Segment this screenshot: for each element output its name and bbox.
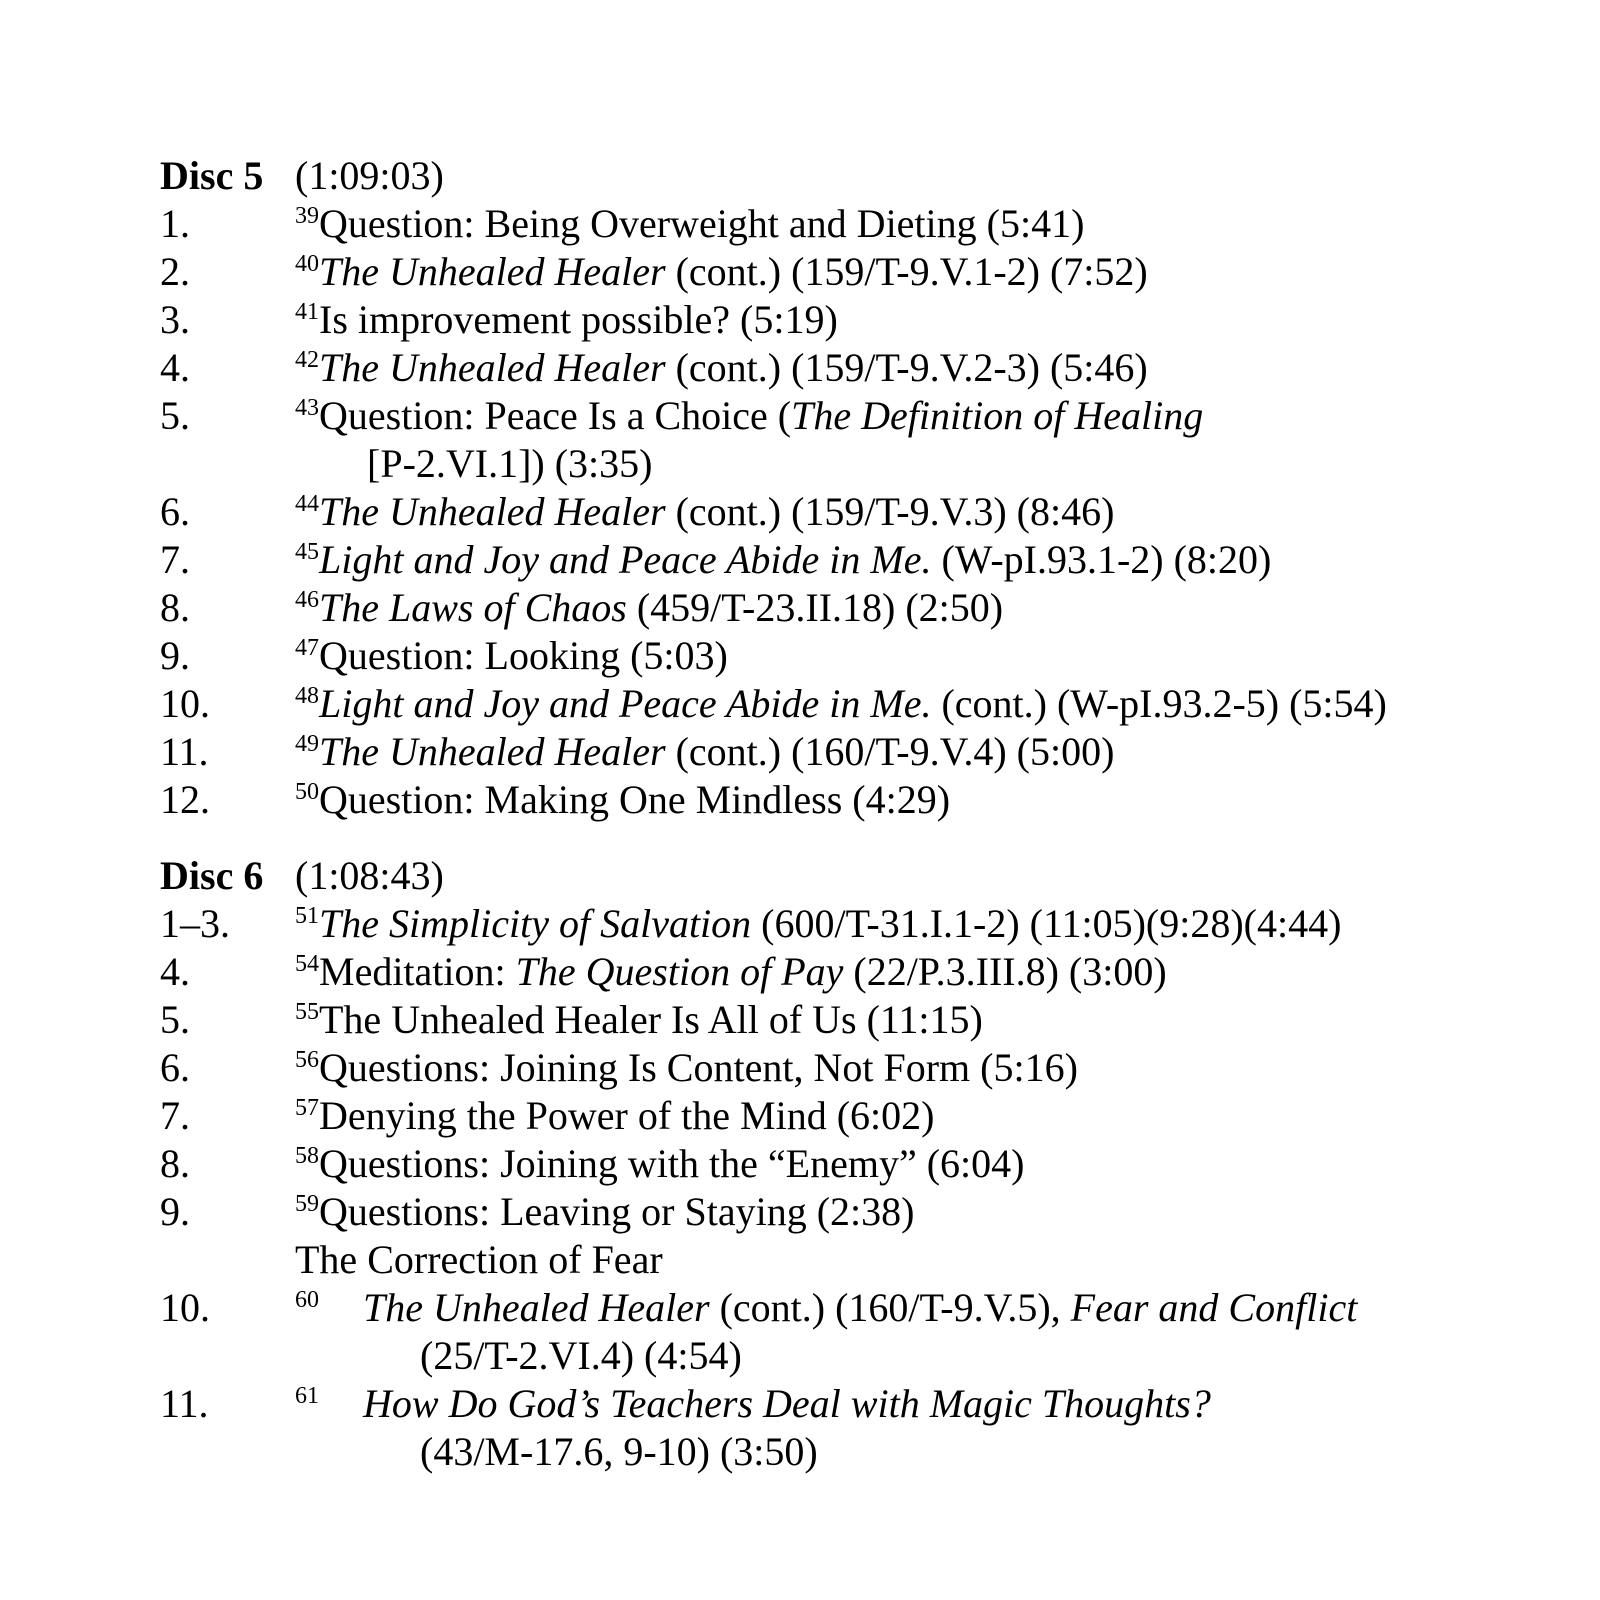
footnote-number: 49 <box>295 731 319 757</box>
track-text <box>295 1044 1550 1092</box>
title-text-segment: The Correction of Fear <box>295 1237 663 1282</box>
track-row <box>160 1044 1550 1092</box>
track-text <box>295 296 1550 344</box>
track-text <box>295 900 1550 948</box>
title-italic-segment: Light and Joy and Peace Abide in Me. <box>319 537 932 582</box>
track-text <box>295 1236 1550 1284</box>
title-italic-segment: The Question of Pay <box>515 949 844 994</box>
footnote-number: 60 <box>295 1287 319 1313</box>
track-number: 10. <box>160 1285 210 1330</box>
track-title-line <box>295 632 1550 680</box>
track-row <box>160 900 1550 948</box>
track-row <box>160 488 1550 536</box>
disc-duration: (1:08:43) <box>295 853 444 898</box>
track-number: 6. <box>160 1045 190 1090</box>
track-continuation-line <box>295 440 1550 488</box>
title-text-segment: (459/T-23.II.18) (2:50) <box>626 585 1004 630</box>
title-text-segment: Question: Peace Is a Choice ( <box>319 393 792 438</box>
track-title-line <box>295 680 1550 728</box>
track-number: 5. <box>160 997 190 1042</box>
track-list <box>160 152 1550 1476</box>
title-text-segment: Meditation: <box>319 949 516 994</box>
track-text <box>295 584 1550 632</box>
title-text-segment: (W-pI.93.1-2) (8:20) <box>931 537 1272 582</box>
track-text <box>295 1188 1550 1236</box>
title-text-segment: Questions: Joining with the “Enemy” (6:04) <box>319 1141 1025 1186</box>
track-title-line <box>295 1092 1550 1140</box>
track-row <box>160 392 1550 488</box>
track-number: 11. <box>160 729 209 774</box>
title-italic-segment: The Simplicity of Salvation <box>319 901 752 946</box>
footnote-number: 39 <box>295 203 319 229</box>
title-italic-segment: The Unhealed Healer <box>319 729 666 774</box>
track-row <box>160 996 1550 1044</box>
track-text <box>295 488 1550 536</box>
track-title-line <box>295 776 1550 824</box>
track-number: 6. <box>160 489 190 534</box>
track-text <box>295 1092 1550 1140</box>
title-text-segment: The Unhealed Healer Is All of Us (11:15) <box>319 997 983 1042</box>
title-text-segment: Questions: Leaving or Staying (2:38) <box>319 1189 915 1234</box>
title-text-segment: (cont.) (160/T-9.V.4) (5:00) <box>665 729 1115 774</box>
track-title-line <box>295 488 1550 536</box>
track-title-line <box>295 728 1550 776</box>
track-text <box>295 948 1550 996</box>
footnote-number: 58 <box>295 1143 319 1169</box>
footnote-number: 45 <box>295 539 319 565</box>
track-row <box>160 1284 1550 1380</box>
track-row <box>160 584 1550 632</box>
track-title-line <box>295 996 1550 1044</box>
track-row <box>160 200 1550 248</box>
title-text-segment: Question: Being Overweight and Dieting (5:41) <box>319 201 1085 246</box>
title-text-segment: Denying the Power of the Mind (6:02) <box>319 1093 935 1138</box>
track-number: 5. <box>160 393 190 438</box>
track-title-line <box>295 948 1550 996</box>
track-continuation-line <box>295 1332 1550 1380</box>
disc-title: Disc 5 <box>160 153 264 198</box>
track-title-line <box>295 392 1550 440</box>
title-text-segment: (cont.) (159/T-9.V.3) (8:46) <box>665 489 1115 534</box>
title-italic-segment: The Unhealed Healer <box>319 345 666 390</box>
track-title-line <box>295 1284 1550 1332</box>
disc-duration: (1:09:03) <box>295 153 444 198</box>
track-number: 4. <box>160 949 190 994</box>
track-row <box>160 1140 1550 1188</box>
track-number: 8. <box>160 1141 190 1186</box>
track-row <box>160 776 1550 824</box>
footnote-number: 47 <box>295 635 319 661</box>
track-title-line <box>295 344 1550 392</box>
track-number: 10. <box>160 681 210 726</box>
track-number: 1. <box>160 201 190 246</box>
track-row <box>160 296 1550 344</box>
track-text <box>295 728 1550 776</box>
title-text-segment: (cont.) (160/T-9.V.5), <box>709 1285 1071 1330</box>
track-row <box>160 1092 1550 1140</box>
title-italic-segment: The Unhealed Healer <box>319 249 666 294</box>
track-text <box>295 1284 1550 1380</box>
footnote-number: 42 <box>295 347 319 373</box>
track-number: 3. <box>160 297 190 342</box>
title-text-segment: (600/T-31.I.1-2) (11:05)(9:28)(4:44) <box>751 901 1342 946</box>
track-text <box>295 200 1550 248</box>
title-italic-segment: The Laws of Chaos <box>319 585 627 630</box>
footnote-number: 40 <box>295 251 319 277</box>
track-text <box>295 632 1550 680</box>
track-text <box>295 248 1550 296</box>
title-italic-segment: The Definition of Healing <box>791 393 1204 438</box>
title-text-segment: (25/T-2.VI.4) (4:54) <box>420 1333 742 1378</box>
track-number: 7. <box>160 537 190 582</box>
title-text-segment: (cont.) (W-pI.93.2-5) (5:54) <box>931 681 1387 726</box>
disc-title: Disc 6 <box>160 853 264 898</box>
track-number: 7. <box>160 1093 190 1138</box>
track-text <box>295 392 1550 488</box>
title-text-segment: Questions: Joining Is Content, Not Form (5:16) <box>319 1045 1078 1090</box>
track-row <box>160 680 1550 728</box>
title-text-segment: Question: Looking (5:03) <box>319 633 728 678</box>
footnote-number: 48 <box>295 683 319 709</box>
track-row <box>160 248 1550 296</box>
section-subheading <box>295 1236 1550 1284</box>
footnote-number: 46 <box>295 587 319 613</box>
title-text-segment: (cont.) (159/T-9.V.1-2) (7:52) <box>665 249 1148 294</box>
title-italic-segment: Fear and Conflict <box>1070 1285 1358 1330</box>
track-number: 2. <box>160 249 190 294</box>
track-text <box>295 680 1550 728</box>
title-text-segment: Question: Making One Mindless (4:29) <box>319 777 951 822</box>
footnote-number: 44 <box>295 491 319 517</box>
disc-header <box>160 852 1550 900</box>
track-title-line <box>295 248 1550 296</box>
track-title-line <box>295 200 1550 248</box>
track-text <box>295 1380 1550 1476</box>
section-subheading-row <box>160 1236 1550 1284</box>
track-title-line <box>295 1188 1550 1236</box>
track-row <box>160 536 1550 584</box>
track-title-line <box>295 536 1550 584</box>
track-text <box>295 776 1550 824</box>
track-row <box>160 1380 1550 1476</box>
footnote-number: 54 <box>295 951 319 977</box>
footnote-number: 57 <box>295 1095 319 1121</box>
track-title-line <box>295 900 1550 948</box>
track-row <box>160 728 1550 776</box>
disc-header <box>160 152 1550 200</box>
track-continuation-line <box>295 1428 1550 1476</box>
footnote-number: 61 <box>295 1383 319 1409</box>
title-text-segment: (cont.) (159/T-9.V.2-3) (5:46) <box>665 345 1148 390</box>
track-row <box>160 344 1550 392</box>
track-number: 11. <box>160 1381 209 1426</box>
track-text <box>295 536 1550 584</box>
title-italic-segment: How Do God’s Teachers Deal with Magic Thoughts? <box>363 1381 1211 1426</box>
footnote-number: 50 <box>295 779 319 805</box>
disc-section-disc-5 <box>160 152 1550 824</box>
track-row <box>160 632 1550 680</box>
track-number: 9. <box>160 633 190 678</box>
footnote-number: 43 <box>295 395 319 421</box>
track-number: 9. <box>160 1189 190 1234</box>
track-title-line <box>295 296 1550 344</box>
footnote-number: 51 <box>295 903 319 929</box>
track-title-line <box>295 1380 1550 1428</box>
title-text-segment: Is improvement possible? (5:19) <box>319 297 838 342</box>
track-number: 12. <box>160 777 210 822</box>
title-italic-segment: Light and Joy and Peace Abide in Me. <box>319 681 932 726</box>
track-text <box>295 1140 1550 1188</box>
track-number: 8. <box>160 585 190 630</box>
title-text-segment: (22/P.3.III.8) (3:00) <box>843 949 1167 994</box>
title-text-segment: (43/M-17.6, 9-10) (3:50) <box>420 1429 818 1474</box>
footnote-number: 41 <box>295 299 319 325</box>
track-row <box>160 948 1550 996</box>
track-title-line <box>295 584 1550 632</box>
footnote-number: 59 <box>295 1191 319 1217</box>
title-italic-segment: The Unhealed Healer <box>319 489 666 534</box>
title-italic-segment: The Unhealed Healer <box>363 1285 710 1330</box>
track-number: 4. <box>160 345 190 390</box>
footnote-number: 55 <box>295 999 319 1025</box>
track-row <box>160 1188 1550 1236</box>
footnote-number: 56 <box>295 1047 319 1073</box>
track-title-line <box>295 1140 1550 1188</box>
title-text-segment: [P-2.VI.1]) (3:35) <box>367 441 653 486</box>
disc-section-disc-6 <box>160 852 1550 1476</box>
track-number: 1–3. <box>160 901 230 946</box>
track-title-line <box>295 1044 1550 1092</box>
track-text <box>295 344 1550 392</box>
track-text <box>295 996 1550 1044</box>
